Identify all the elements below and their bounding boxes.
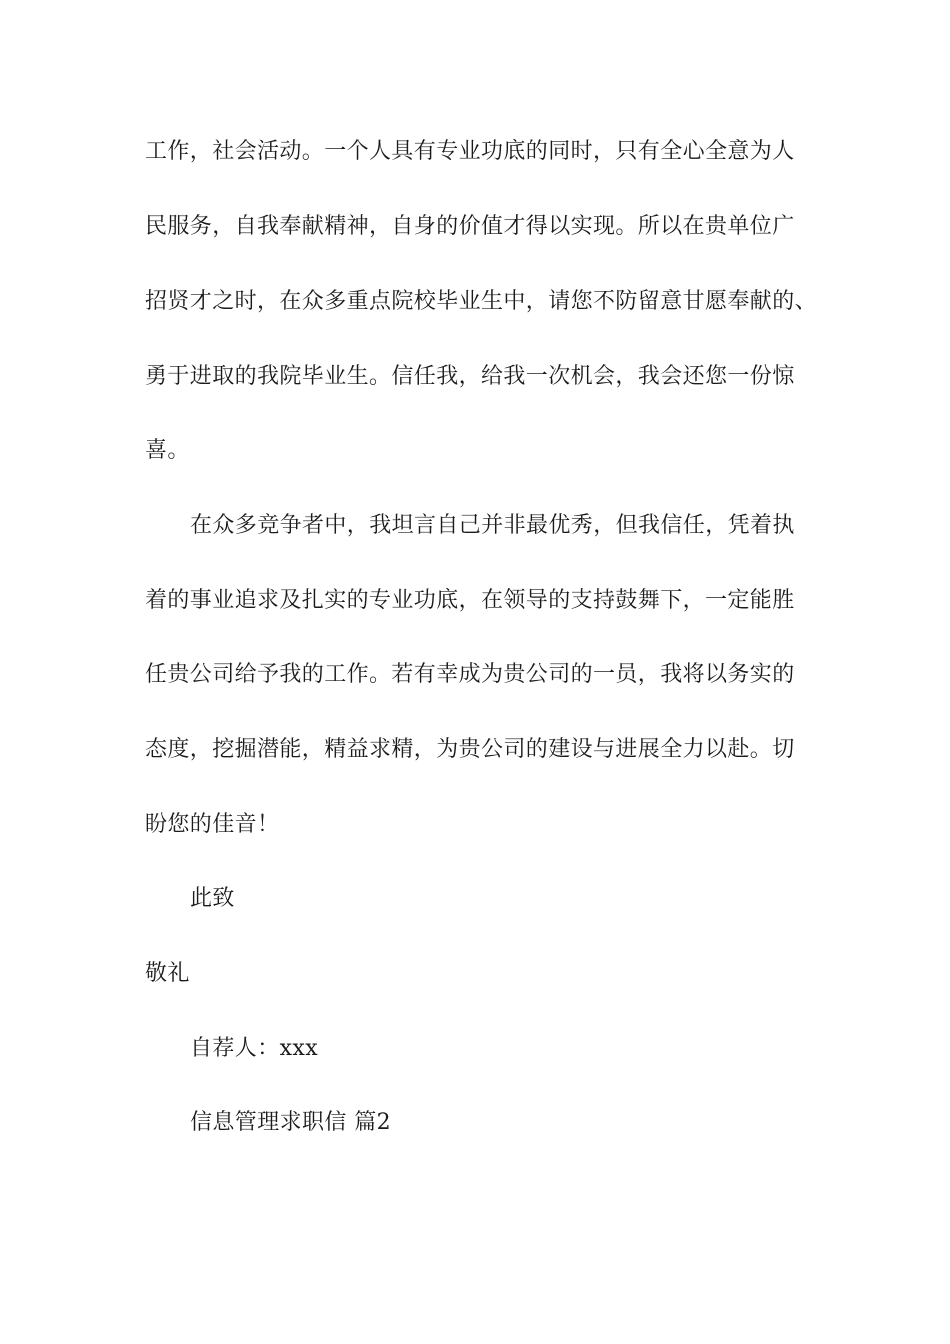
salutation-line: 此致 bbox=[190, 886, 235, 911]
body-text-line: 勇于进取的我院毕业生。信任我，给我一次机会，我会还您一份惊 bbox=[145, 364, 795, 389]
body-text-line: 着的事业追求及扎实的专业功底，在领导的支持鼓舞下，一定能胜 bbox=[145, 588, 795, 613]
regards-line: 敬礼 bbox=[145, 961, 190, 986]
body-text-line: 态度，挖掘潜能，精益求精，为贵公司的建设与进展全力以赴。切 bbox=[145, 737, 795, 762]
signature-line: 自荐人：xxx bbox=[190, 1036, 319, 1061]
body-text-line: 在众多竞争者中，我坦言自己并非最优秀，但我信任，凭着执 bbox=[190, 513, 795, 538]
section-heading: 信息管理求职信 篇2 bbox=[190, 1110, 391, 1135]
body-text-line: 民服务，自我奉献精神，自身的价值才得以实现。所以在贵单位广 bbox=[145, 214, 795, 239]
body-text-line: 任贵公司给予我的工作。若有幸成为贵公司的一员，我将以务实的 bbox=[145, 662, 795, 687]
body-text-line: 盼您的佳音！ bbox=[145, 812, 280, 837]
body-text-line: 工作，社会活动。一个人具有专业功底的同时，只有全心全意为人 bbox=[145, 139, 795, 164]
body-text-line: 招贤才之时，在众多重点院校毕业生中，请您不防留意甘愿奉献的、 bbox=[145, 289, 818, 314]
body-text-line: 喜。 bbox=[145, 438, 190, 463]
